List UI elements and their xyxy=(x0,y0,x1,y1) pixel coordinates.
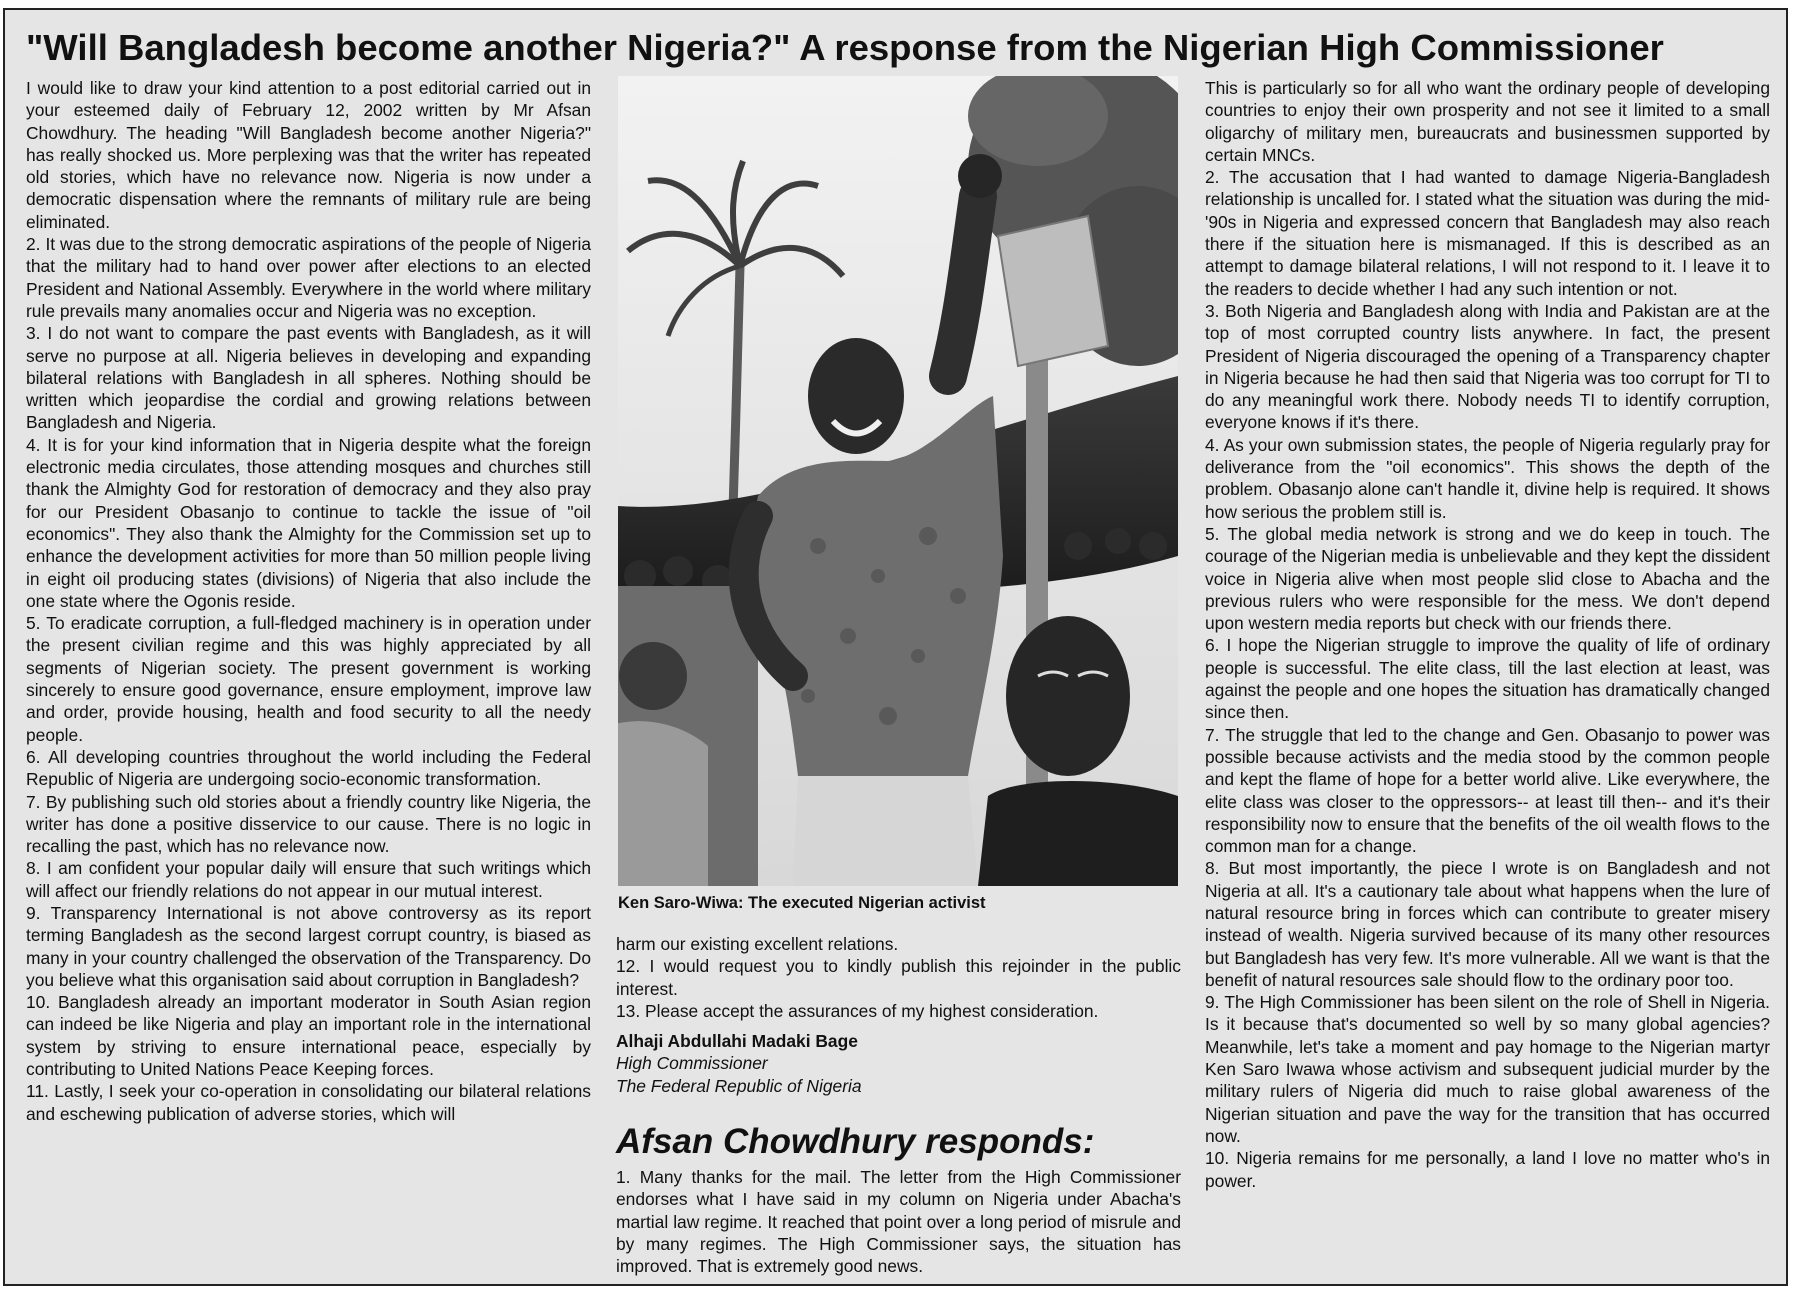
response-heading: Afsan Chowdhury responds: xyxy=(616,1122,1095,1161)
paragraph: 4. It is for your kind information that in Nigeria despite what the foreign electronic media circulates, those attending mosques and churches still thank the Almighty God for restoration of democracy and they also pray for our President Obasanjo to continue to tackle the issue of "oil economics". They also thank the Almighty for the Commission set up to enhance the development activities for more than 50 million people living in eight oil producing states (divisions) of Nigeria that also include the one state where the Ogonis reside. xyxy=(26,434,591,611)
paragraph: 13. Please accept the assurances of my highest consideration. xyxy=(616,1000,1099,1021)
paragraph: 6. All developing countries throughout the world including the Federal Republic of Nigeria are undergoing socio-economic transformation. xyxy=(26,746,591,790)
paragraph: 8. But most importantly, the piece I wrote is on Bangladesh and not Nigeria at all. It's a cautionary tale about what happens when the lure of natural resource bring in forces which can contribute to greater misery instead of wealth. Nigeria survived because of its many other resources but Bangladesh has very few. It's more vulnerable. All we want is that the benefit of natural resources sale should flow to the ordinary poor too. xyxy=(1205,858,1770,990)
middle-column xyxy=(616,933,1181,1022)
paragraph: 3. I do not want to compare the past events with Bangladesh, as it will serve no purpose at all. Nigeria believes in developing and expanding bilateral relations with Bangladesh in all spheres. Nothing should be written which jeopardise the cordial and growing relations between Bangladesh and Nigeria. xyxy=(26,323,591,433)
paragraph: 11. Lastly, I seek your co-operation in consolidating our bilateral relations and eschewing publication of adverse stories, which will xyxy=(26,1081,591,1124)
photo-caption: Ken Saro-Wiwa: The executed Nigerian activist xyxy=(618,894,986,912)
paragraph: 2. The accusation that I had wanted to damage Nigeria-Bangladesh relationship is uncalled for. I stated what the situation was during the mid-'90s in Nigeria and expressed concern that Bangladesh may also reach there if the situation here is mismanaged. If this is described as an attempt to damage bilateral relations, I will not respond to it. I leave it to the readers to decide whether I had any such intention or not. xyxy=(1205,167,1770,299)
paragraph: 1. Many thanks for the mail. The letter from the High Commissioner endorses what I have said in my column on Nigeria under Abacha's martial law regime. It reached that point over a long period of misrule and by many regimes. The High Commissioner says, the situation has improved. That is extremely good news. xyxy=(616,1167,1181,1277)
activist-photo-illustration xyxy=(618,76,1178,886)
paragraph: 8. I am confident your popular daily will ensure that such writings which will affect our friendly relations do not appear in our mutual interest. xyxy=(26,858,591,901)
signature-block xyxy=(616,1030,1181,1097)
article-title: "Will Bangladesh become another Nigeria?" A response from the Nigerian High Commissioner xyxy=(26,27,1664,68)
paragraph: 6. I hope the Nigerian struggle to improve the quality of life of ordinary people is successful. The elite class, till the last election at least, was against the people and one hopes the situation has dramatically changed since then. xyxy=(1205,635,1770,723)
response-column xyxy=(616,1166,1181,1277)
signatory-country: The Federal Republic of Nigeria xyxy=(616,1075,862,1096)
paragraph: 5. The global media network is strong and we do keep in touch. The courage of the Nigerian media is unbelievable and they kept the dissident voice in Nigeria alive when most people slid close to Abacha and the previous rulers who were responsible for the mess. We don't depend upon western media reports but check with our friends there. xyxy=(1205,523,1770,634)
left-column xyxy=(26,77,591,1125)
signatory-name: Alhaji Abdullahi Madaki Bage xyxy=(616,1031,858,1051)
paragraph: I would like to draw your kind attention to a post editorial carried out in your esteemed daily of February 12, 2002 written by Mr Afsan Chowdhury. The heading "Will Bangladesh become another Nigeria?" has really shocked us. More perplexing was that the writer has repeated old stories, which have no relevance now. Nigeria is now under a democratic dispensation where the remnants of military rule are being eliminated. xyxy=(26,78,591,232)
paragraph: 7. By publishing such old stories about a friendly country like Nigeria, the writer has done a positive disservice to our cause. There is no logic in recalling the past, which has no relevance now. xyxy=(26,791,591,857)
paragraph: This is particularly so for all who want the ordinary people of developing countries to enjoy their own prosperity and not see it limited to a small oligarchy of military men, bureaucrats and businessmen supported by certain MNCs. xyxy=(1205,78,1770,165)
paragraph: 2. It was due to the strong democratic aspirations of the people of Nigeria that the military had to hand over power after elections to an elected President and National Assembly. Everywhere in the world where military rule prevails many anomalies occur and Nigeria was no exception. xyxy=(26,234,591,321)
paragraph: 7. The struggle that led to the change and Gen. Obasanjo to power was possible because activists and the media stood by the common people and kept the flame of hope for a better world alive. Like everywhere, the elite class was closer to the oppressors-- at least till then-- and it's their responsibility now to ensure that the benefits of the oil wealth flows to the common man for a change. xyxy=(1205,724,1770,857)
activist-photo xyxy=(618,76,1178,886)
paragraph: 10. Nigeria remains for me personally, a land I love no matter who's in power. xyxy=(1205,1148,1770,1191)
right-column xyxy=(1205,77,1770,1192)
paragraph: 4. As your own submission states, the people of Nigeria regularly pray for deliverance from the "oil economics". This shows the depth of the problem. Obasanjo alone can't handle it, divine help is required. It shows how serious the problem still is. xyxy=(1205,434,1770,522)
signatory-position: High Commissioner xyxy=(616,1053,768,1074)
paragraph: harm our existing excellent relations. xyxy=(616,934,899,954)
paragraph: 10. Bangladesh already an important moderator in South Asian region can indeed be like Nigeria and play an important role in the international system by striving to ensure international peace, especially by contributing to United Nations Peace Keeping forces. xyxy=(26,992,591,1080)
paragraph: 5. To eradicate corruption, a full-fledged machinery is in operation under the present civilian regime and this was highly appreciated by all segments of Nigerian society. The present government is working sincerely to ensure good governance, ensure employment, improve law and order, provide housing, health and food security to all the needy people. xyxy=(26,613,591,745)
paragraph: 3. Both Nigeria and Bangladesh along with India and Pakistan are at the top of most corrupted country lists anywhere. In fact, the present President of Nigeria discouraged the opening of a Transparency chapter in Nigeria because he had then said that Nigeria was too corrupt for TI to do any meaningful work there. Nobody needs TI to identify corruption, everyone knows if it's there. xyxy=(1205,300,1770,433)
paragraph: 9. Transparency International is not above controversy as its report terming Bangladesh as the second largest corrupt country, is biased as many in your country challenged the observation of the Transparency. Do you believe what this organisation said about corruption in Bangladesh? xyxy=(26,902,591,990)
paragraph: 12. I would request you to kindly publish this rejoinder in the public interest. xyxy=(616,956,1181,999)
paragraph: 9. The High Commissioner has been silent on the role of Shell in Nigeria. Is it because that's documented so well by so many global agencies? Meanwhile, let's take a moment and pay homage to the Nigerian martyr Ken Saro Iwawa whose activism and subsequent judicial murder by the military rulers of Nigeria did much to raise global awareness of the Nigerian situation and pave the way for the transition that has occurred now. xyxy=(1205,992,1770,1146)
